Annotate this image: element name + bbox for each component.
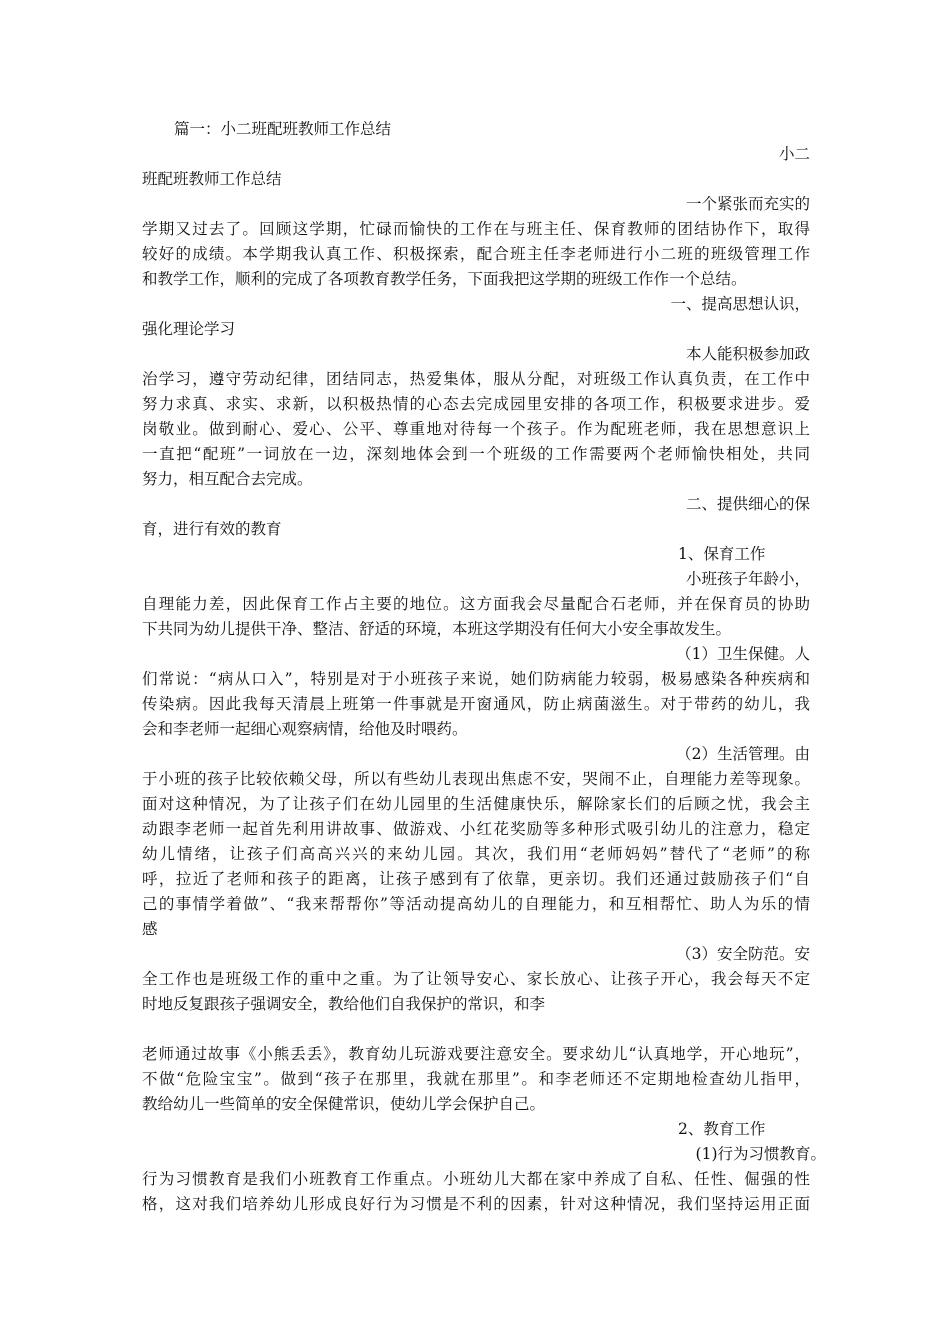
text-line: 班配班教师工作总结 bbox=[142, 170, 282, 188]
text-line: 治学习，遵守劳动纪律，团结同志，热爱集体，服从分配，对班级工作认真负责，在工作中 bbox=[142, 370, 810, 388]
text-line: 时地反复跟孩子强调安全，教给他们自我保护的常识，和李 bbox=[142, 995, 546, 1013]
text-line: 面对这种情况，为了让孩子们在幼儿园里的生活健康快乐，解除家长们的后顾之忧，我会主 bbox=[142, 795, 810, 813]
text-line: 呼，拉近了老师和孩子的距离，让孩子感到有了依靠，更亲切。我们还通过鼓励孩子们“自 bbox=[142, 870, 810, 888]
section-heading: 育，进行有效的教育 bbox=[142, 520, 282, 538]
text-line: 们常说：“病从口入”，特别是对于小班孩子来说，她们防病能力较弱，极易感染各种疾病和 bbox=[142, 670, 810, 688]
text-line: 努力求真、求实、求新，以积极热情的心态去完成园里安排的各项工作，积极要求进步。爱 bbox=[142, 395, 810, 413]
section-heading: 二、提供细心的保 bbox=[685, 495, 810, 513]
text-line: （2）生活管理。由 bbox=[676, 745, 810, 763]
text-line: 会和李老师一起细心观察病情，给他及时喂药。 bbox=[142, 720, 468, 738]
text-line: 感 bbox=[142, 920, 158, 938]
text-line: 一个紧张而充实的 bbox=[685, 195, 810, 213]
text-line: (1)行为习惯教育。 bbox=[695, 1145, 826, 1163]
text-line: 较好的成绩。本学期我认真工作、积极探索，配合班主任李老师进行小二班的班级管理工作 bbox=[142, 245, 810, 263]
text-line: 小班孩子年龄小， bbox=[685, 570, 810, 588]
text-line: 本人能积极参加政 bbox=[685, 345, 810, 363]
text-line: 全工作也是班级工作的重中之重。为了让领导安心、家长放心、让孩子开心，我会每天不定 bbox=[142, 970, 810, 988]
text-line: 老师通过故事《小熊丢丢》，教育幼儿玩游戏要注意安全。要求幼儿“认真地学，开心地玩”， bbox=[142, 1045, 810, 1063]
text-line: 己的事情学着做”、“我来帮帮你”等活动提高幼儿的自理能力，和互相帮忙、助人为乐的情 bbox=[142, 895, 810, 913]
text-line: 岗敬业。做到耐心、爱心、公平、尊重地对待每一个孩子。作为配班老师，我在思想意识上 bbox=[142, 420, 810, 438]
subsection-heading: 2、教育工作 bbox=[678, 1120, 766, 1138]
section-heading: 一、提高思想认识， bbox=[670, 295, 810, 313]
text-line: 幼儿情绪，让孩子们高高兴兴的来幼儿园。其次，我们用“老师妈妈”替代了“老师”的称 bbox=[142, 845, 810, 863]
text-line: 行为习惯教育是我们小班教育工作重点。小班幼儿大都在家中养成了自私、任性、倔强的性 bbox=[142, 1170, 810, 1188]
text-line: 格，这对我们培养幼儿形成良好行为习惯是不利的因素，针对这种情况，我们坚持运用正面 bbox=[142, 1195, 810, 1213]
text-line: 小二 bbox=[778, 145, 810, 163]
text-line: （1）卫生保健。人 bbox=[676, 645, 810, 663]
text-line: 下共同为幼儿提供干净、整洁、舒适的环境，本班这学期没有任何大小安全事故发生。 bbox=[142, 620, 732, 638]
text-line: 努力，相互配合去完成。 bbox=[142, 470, 313, 488]
text-line: 传染病。因此我每天清晨上班第一件事就是开窗通风，防止病菌滋生。对于带药的幼儿，我 bbox=[142, 695, 810, 713]
section-heading: 强化理论学习 bbox=[142, 320, 236, 338]
document-title: 篇一：小二班配班教师工作总结 bbox=[174, 120, 392, 138]
text-line: （3）安全防范。安 bbox=[676, 945, 810, 963]
text-line: 学期又过去了。回顾这学期，忙碌而愉快的工作在与班主任、保育教师的团结协作下，取得 bbox=[142, 220, 810, 238]
text-line: 教给幼儿一些简单的安全保健常识，使幼儿学会保护自己。 bbox=[142, 1095, 546, 1113]
text-line: 于小班的孩子比较依赖父母，所以有些幼儿表现出焦虑不安，哭闹不止，自理能力差等现象。 bbox=[142, 770, 810, 788]
subsection-heading: 1、保育工作 bbox=[678, 545, 766, 563]
text-line: 不做“危险宝宝”。做到“孩子在那里，我就在那里”。和李老师还不定期地检查幼儿指甲， bbox=[142, 1070, 810, 1088]
text-line: 自理能力差，因此保育工作占主要的地位。这方面我会尽量配合石老师，并在保育员的协助 bbox=[142, 595, 810, 613]
text-line: 和教学工作，顺利的完成了各项教育教学任务，下面我把这学期的班级工作作一个总结。 bbox=[142, 270, 747, 288]
text-line: 一直把“配班”一词放在一边，深刻地体会到一个班级的工作需要两个老师愉快相处，共同 bbox=[142, 445, 810, 463]
text-line: 动跟李老师一起首先利用讲故事、做游戏、小红花奖励等多种形式吸引幼儿的注意力，稳定 bbox=[142, 820, 810, 838]
